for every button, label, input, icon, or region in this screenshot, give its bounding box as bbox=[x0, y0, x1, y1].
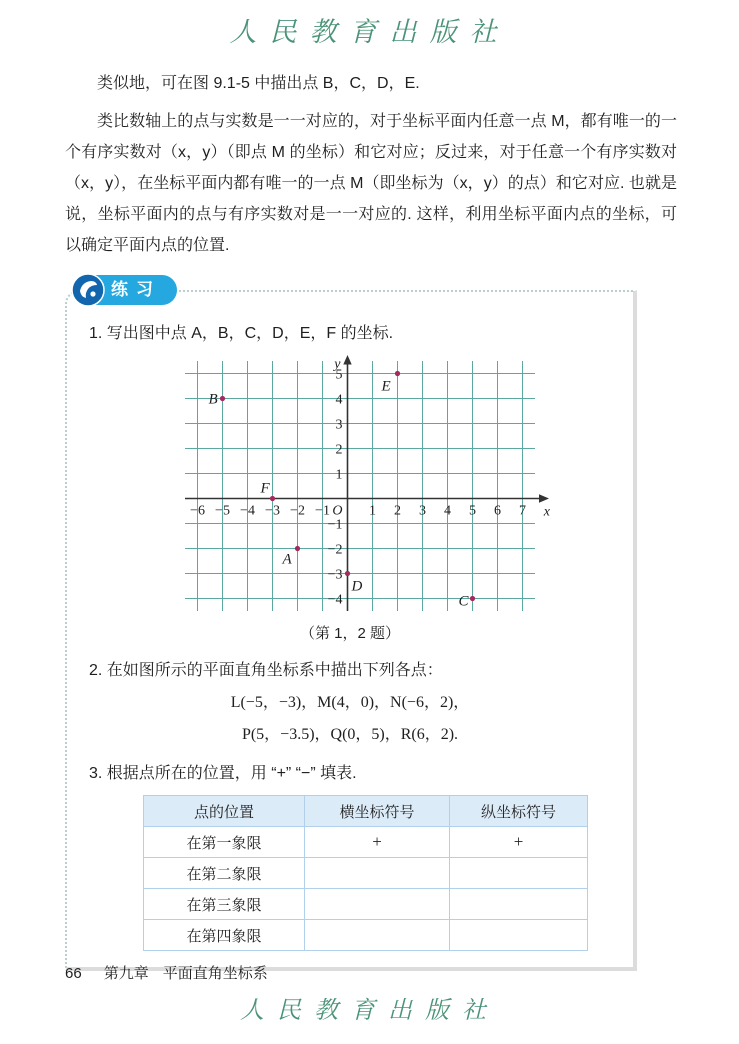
table-cell-position: 在第一象限 bbox=[144, 827, 305, 858]
table-cell-position: 在第二象限 bbox=[144, 858, 305, 889]
svg-text:−3: −3 bbox=[327, 567, 343, 583]
svg-text:1: 1 bbox=[369, 503, 376, 519]
svg-text:2: 2 bbox=[335, 442, 343, 458]
paragraph-intro: 类似地，可在图 9.1-5 中描出点 B，C，D，E. bbox=[97, 75, 420, 92]
svg-text:3: 3 bbox=[335, 417, 343, 433]
svg-text:C: C bbox=[458, 593, 469, 610]
svg-text:−4: −4 bbox=[240, 503, 255, 519]
table-cell-sign bbox=[450, 920, 588, 951]
publisher-logo-top: 人民教育出版社 bbox=[229, 17, 510, 47]
page-number: 66 bbox=[65, 965, 82, 982]
svg-text:5: 5 bbox=[469, 503, 476, 519]
figure-caption: （第 1，2 题） bbox=[299, 625, 401, 642]
svg-text:E: E bbox=[381, 378, 391, 395]
table-row bbox=[144, 827, 588, 858]
svg-text:y: y bbox=[334, 357, 341, 372]
table-row bbox=[144, 858, 588, 889]
svg-text:4: 4 bbox=[444, 503, 451, 519]
svg-text:5: 5 bbox=[335, 367, 343, 383]
svg-text:−2: −2 bbox=[290, 503, 305, 519]
svg-text:D: D bbox=[351, 578, 363, 595]
exercise-box bbox=[65, 280, 637, 971]
footer bbox=[65, 962, 268, 983]
exercise-badge-icon bbox=[71, 273, 105, 307]
question-2-points-line2: P(5，−3.5)，Q(0，5)，R(6，2). bbox=[241, 726, 459, 743]
quadrant-sign-table bbox=[143, 795, 588, 951]
table-header-cell: 横坐标符号 bbox=[305, 796, 450, 827]
table-cell-sign bbox=[305, 889, 450, 920]
publisher-logo-bottom: 人民教育出版社 bbox=[240, 998, 499, 1024]
svg-text:−2: −2 bbox=[327, 542, 343, 558]
table-cell-sign bbox=[450, 858, 588, 889]
svg-text:2: 2 bbox=[394, 503, 401, 519]
table-cell-sign: + bbox=[450, 827, 588, 858]
svg-text:−1: −1 bbox=[315, 503, 330, 519]
svg-text:B: B bbox=[208, 391, 218, 408]
table-header-cell: 点的位置 bbox=[144, 796, 305, 827]
table-cell-position: 在第四象限 bbox=[144, 920, 305, 951]
svg-text:A: A bbox=[282, 551, 292, 568]
svg-text:−6: −6 bbox=[190, 503, 205, 519]
question-3: 3. 根据点所在的位置，用 “+” “−” 填表. bbox=[89, 765, 357, 782]
svg-text:F: F bbox=[260, 480, 270, 497]
svg-text:−5: −5 bbox=[215, 503, 230, 519]
question-2-points-line1: L(−5，−3)，M(4，0)，N(−6，2)， bbox=[230, 694, 470, 711]
table-row bbox=[144, 920, 588, 951]
table-header-row bbox=[144, 796, 588, 827]
svg-text:4: 4 bbox=[335, 392, 343, 408]
table-row bbox=[144, 889, 588, 920]
table-header-cell: 纵坐标符号 bbox=[450, 796, 588, 827]
table-cell-position: 在第三象限 bbox=[144, 889, 305, 920]
svg-text:−3: −3 bbox=[265, 503, 280, 519]
question-2: 2. 在如图所示的平面直角坐标系中描出下列各点： bbox=[89, 662, 443, 679]
svg-text:O: O bbox=[332, 503, 343, 519]
footer-chapter: 第九章 bbox=[103, 965, 149, 982]
svg-text:−4: −4 bbox=[327, 592, 343, 608]
svg-text:7: 7 bbox=[519, 503, 526, 519]
svg-text:x: x bbox=[543, 504, 550, 520]
figure-wrapper bbox=[185, 355, 633, 618]
table-cell-sign bbox=[305, 920, 450, 951]
footer-section: 平面直角坐标系 bbox=[162, 965, 268, 982]
svg-text:3: 3 bbox=[419, 503, 426, 519]
svg-text:6: 6 bbox=[494, 503, 501, 519]
svg-text:−1: −1 bbox=[327, 517, 343, 533]
table-cell-sign bbox=[450, 889, 588, 920]
question-1: 1. 写出图中点 A，B，C，D，E，F 的坐标. bbox=[89, 325, 394, 342]
exercise-tab-label: 练习 bbox=[111, 280, 161, 299]
table-cell-sign: + bbox=[305, 827, 450, 858]
table-cell-sign bbox=[305, 858, 450, 889]
svg-text:1: 1 bbox=[335, 467, 343, 483]
coordinate-grid bbox=[185, 355, 551, 613]
exercise-tab bbox=[75, 275, 177, 305]
paragraph-main: 类比数轴上的点与实数是一一对应的，对于坐标平面内任意一点 M，都有唯一的一个有序实数对（x，y）（即点 M 的坐标）和它对应；反过来，对于任意一个有序实数对（x，y），在坐标平面内都有唯一的一点 M（即坐标为（x，y）的点）和它对应. 也就是说，坐标平面内的点与有序实数对是一一对应的. 这样，利用坐标平面内点的坐标，可以确定平面内点的位置. bbox=[65, 113, 677, 254]
